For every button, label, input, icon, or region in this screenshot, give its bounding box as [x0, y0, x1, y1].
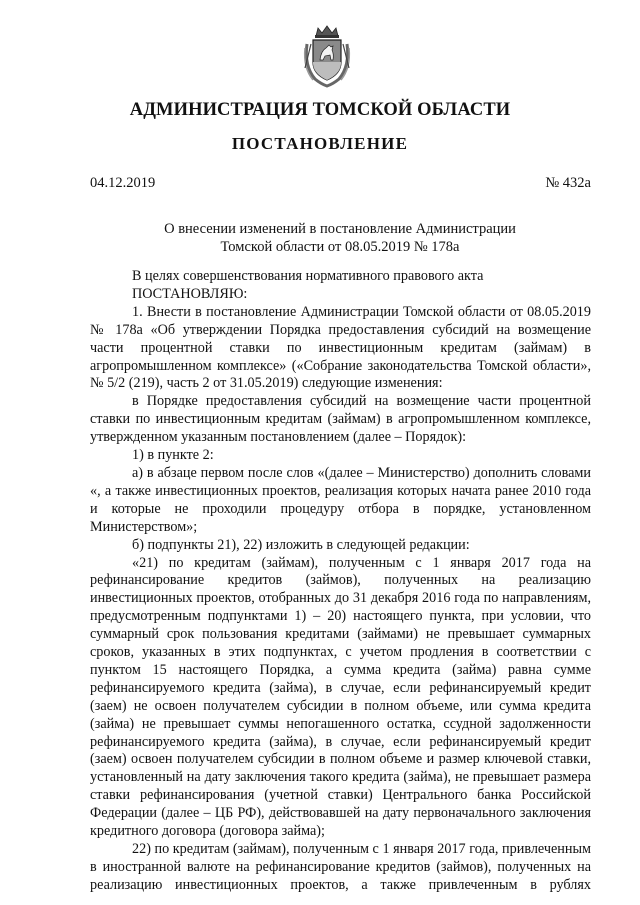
body-paragraph: 1) в пункте 2: [132, 447, 214, 464]
body-paragraph: б) подпункты 21), 22) изложить в следующей редакции: [132, 536, 470, 553]
body-paragraph: в Порядке предоставления субсидий на возмещение части процентной ставки по инвестиционным кредитам (займам) в агропромышленном комплексе, утвержденном указанным постановлением (далее – Порядок): [90, 393, 591, 446]
document-subject [90, 220, 590, 256]
subject-line: Томской области от 08.05.2019 № 178а [220, 239, 460, 255]
document-number: № 432а [545, 175, 591, 191]
resolution-keyword: ПОСТАНОВЛЯЮ: [132, 285, 248, 302]
body-paragraph: а) в абзаце первом после слов «(далее – Министерство) дополнить словами «, а также инвестиционных проектов, реализация которых начата ранее 2010 года и которые не проходили процедуру отбора в порядке, установленном Министерством»; [90, 464, 591, 535]
body-paragraph: 1. Внести в постановление Администрации Томской области от 08.05.2019 № 178а «Об утверждении Порядка предоставления субсидий на возмещение части процентной ставки по инвестиционным кредитам (займам) в агропромышленном комплексе» («Собрание законодательства Томской области», № 5/2 (219), часть 2 от 31.05.2019) следующие изменения: [90, 303, 591, 392]
body-paragraph: «21) по кредитам (займам), полученным с 1 января 2017 года на рефинансирование кредитов (займов), полученных на реализацию инвестиционных проектов, отобранных до 31 декабря 2016 года по направлениям, предусмотренным подпунктами 1) – 20) настоящего пункта, при условии, что суммарный срок пользования кредитами (займами) не превышает суммарных сроков, указанных в этих подпунктах, с учетом продления в соответствии с пунктом 15 настоящего Порядка, а сумма кредита (займа) равна сумме рефинансируемого кредита (займа), в случае, если рефинансируемый кредит (заем) не освоен получателем субсидии в полном объеме, или сумма кредита (займа) не превышает суммы непогашенного остатка, ссудной задолженности рефинансируемого кредита (займа), в случае, если рефинансируемый кредит (заем) освоен получателем субсидии в полном объеме и размер ключевой ставки, установленный на дату заключения такого кредита (займа), не превышает размера ставки рефинансирования (учетной ставки) Центрального банка Российской Федерации (далее – ЦБ РФ), действовавшей на дату первоначального заключения кредитного договора (договора займа); [90, 554, 591, 840]
subject-line: О внесении изменений в постановление Администрации [164, 221, 516, 237]
body-paragraph: 22) по кредитам (займам), полученным с 1 января 2017 года, привлеченным в иностранной валюте на рефинансирование кредитов (займов), полученных на реализацию инвестиционных проектов, а также привлеченным в рублях [90, 841, 591, 893]
document-date: 04.12.2019 [90, 175, 156, 191]
preamble-paragraph: В целях совершенствования нормативного правового акта [132, 268, 484, 284]
tomsk-coat-of-arms-icon [301, 24, 353, 88]
document-type: ПОСТАНОВЛЕНИЕ [231, 134, 409, 153]
organization-title: АДМИНИСТРАЦИЯ ТОМСКОЙ ОБЛАСТИ [129, 100, 511, 120]
document-body [90, 268, 591, 895]
